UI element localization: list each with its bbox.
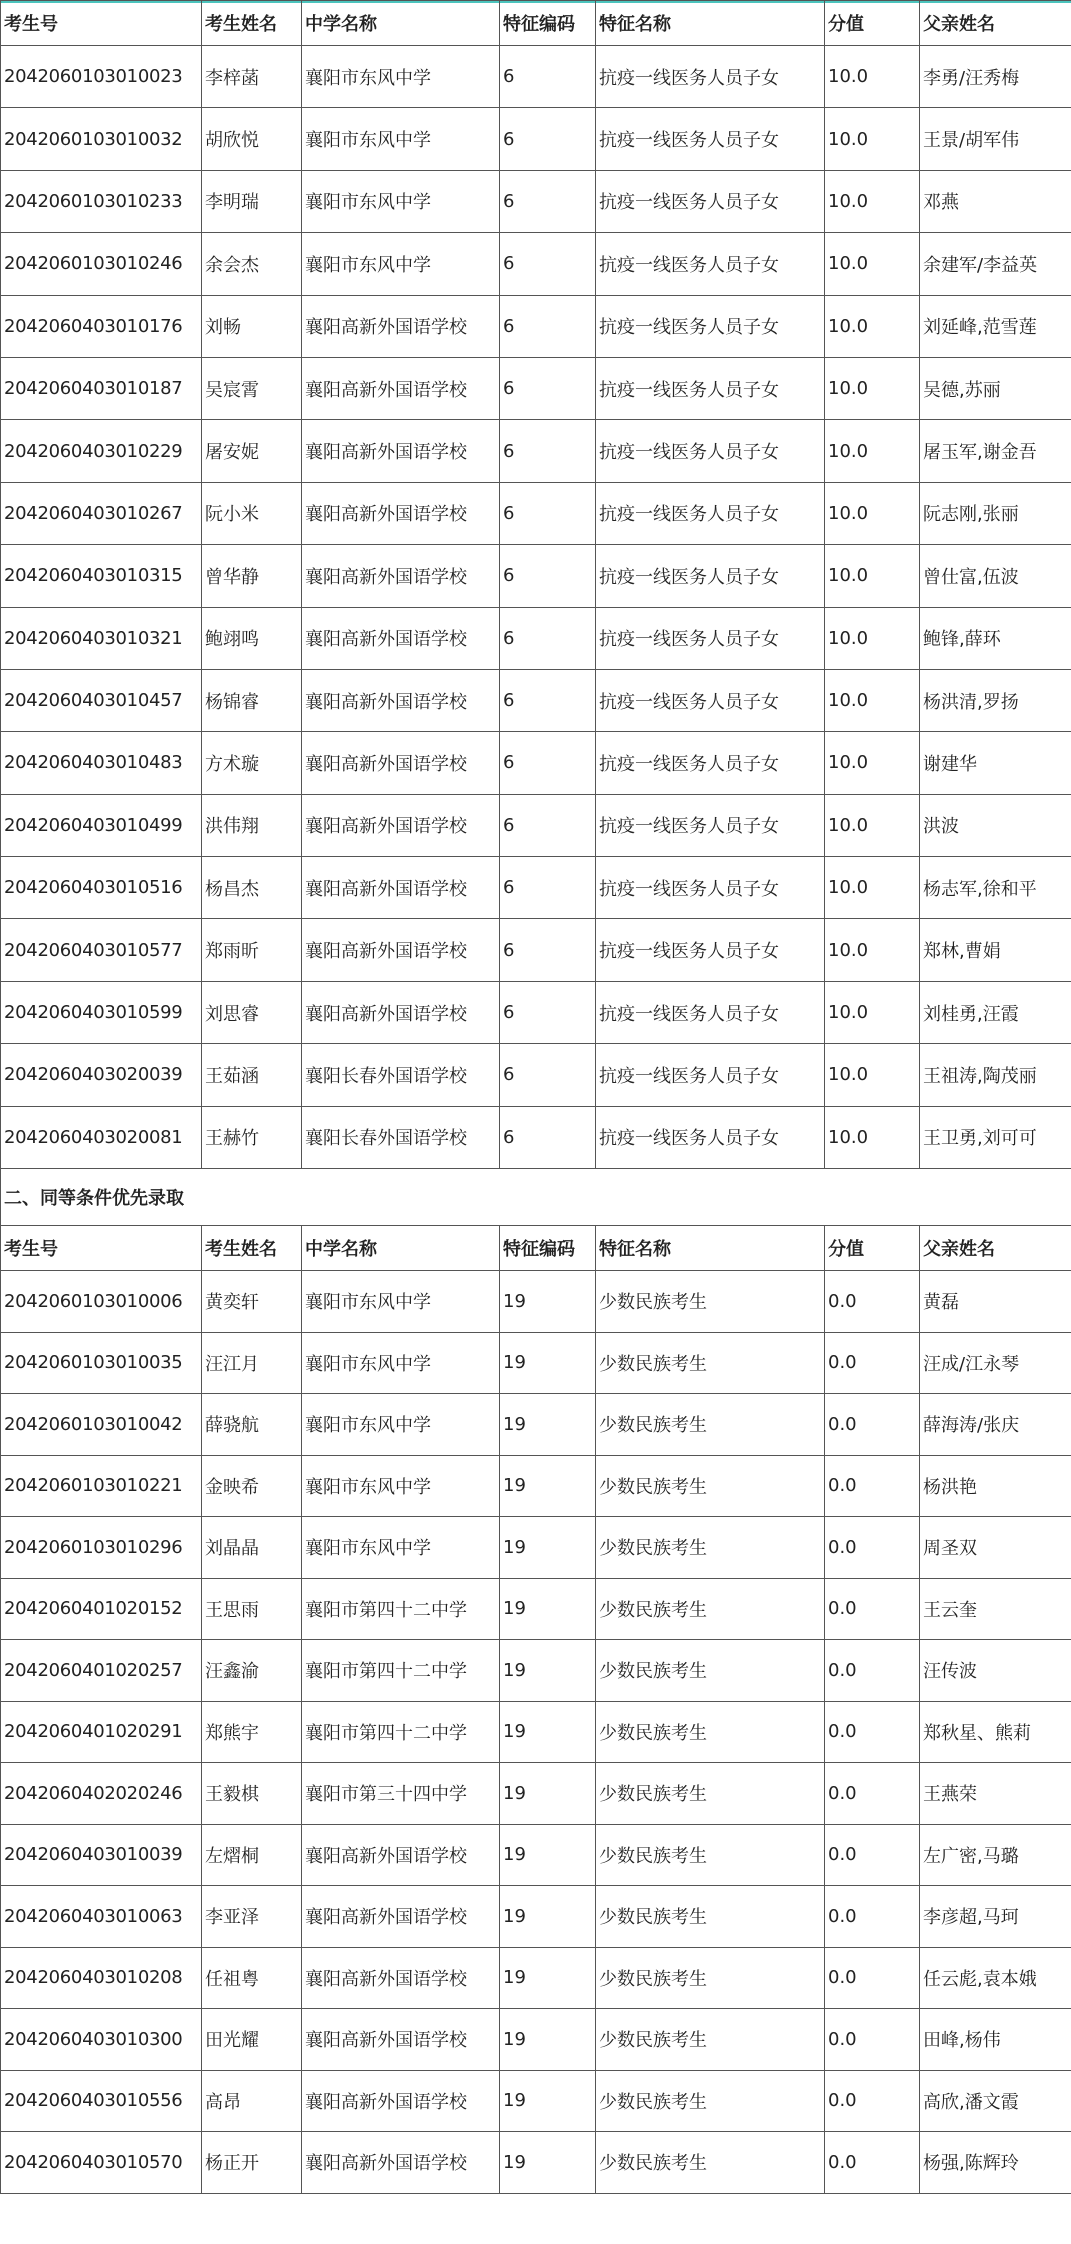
cell-feature-code: 6 (500, 794, 596, 856)
table-row (1, 46, 1071, 108)
cell-feature-name: 抗疫一线医务人员子女 (596, 108, 825, 170)
cell-feature-code: 6 (500, 669, 596, 731)
table-row (1, 170, 1071, 232)
cell-school-name: 襄阳市第四十二中学 (302, 1578, 500, 1640)
cell-score: 0.0 (825, 1394, 920, 1456)
column-header-feature-code: 特征编码 (500, 1, 596, 46)
cell-exam-id: 2042060103010023 (1, 46, 202, 108)
cell-feature-name: 少数民族考生 (596, 2009, 825, 2071)
cell-feature-name: 少数民族考生 (596, 1271, 825, 1333)
cell-parent-names: 薛海涛/张庆 (920, 1394, 1071, 1456)
cell-parent-names: 杨洪清,罗扬 (920, 669, 1071, 731)
cell-feature-name: 抗疫一线医务人员子女 (596, 1106, 825, 1168)
cell-feature-name: 抗疫一线医务人员子女 (596, 607, 825, 669)
cell-score: 0.0 (825, 1578, 920, 1640)
cell-student-name: 汪鑫渝 (202, 1640, 302, 1702)
cell-parent-names: 曾仕富,伍波 (920, 545, 1071, 607)
cell-score: 0.0 (825, 2009, 920, 2071)
table-row (1, 1578, 1071, 1640)
cell-feature-name: 抗疫一线医务人员子女 (596, 857, 825, 919)
cell-student-name: 胡欣悦 (202, 108, 302, 170)
cell-score: 10.0 (825, 669, 920, 731)
cell-feature-code: 19 (500, 1824, 596, 1886)
cell-parent-names: 刘延峰,范雪莲 (920, 295, 1071, 357)
cell-school-name: 襄阳高新外国语学校 (302, 545, 500, 607)
cell-parent-names: 汪传波 (920, 1640, 1071, 1702)
cell-feature-code: 6 (500, 857, 596, 919)
cell-feature-name: 少数民族考生 (596, 1886, 825, 1948)
table-row (1, 1394, 1071, 1456)
table-body (1, 1, 1071, 2194)
cell-parent-names: 杨志军,徐和平 (920, 857, 1071, 919)
cell-school-name: 襄阳高新外国语学校 (302, 732, 500, 794)
cell-feature-name: 少数民族考生 (596, 1763, 825, 1825)
cell-school-name: 襄阳长春外国语学校 (302, 1044, 500, 1106)
cell-feature-code: 6 (500, 46, 596, 108)
table-row (1, 1640, 1071, 1702)
cell-student-name: 薛骁航 (202, 1394, 302, 1456)
table-row (1, 545, 1071, 607)
cell-score: 0.0 (825, 1701, 920, 1763)
cell-school-name: 襄阳市东风中学 (302, 1394, 500, 1456)
cell-exam-id: 2042060403010039 (1, 1824, 202, 1886)
cell-student-name: 金映希 (202, 1455, 302, 1517)
cell-parent-names: 谢建华 (920, 732, 1071, 794)
cell-feature-code: 19 (500, 2009, 596, 2071)
table-row (1, 1701, 1071, 1763)
cell-school-name: 襄阳市第三十四中学 (302, 1763, 500, 1825)
cell-exam-id: 2042060103010246 (1, 233, 202, 295)
cell-score: 10.0 (825, 1106, 920, 1168)
cell-feature-name: 抗疫一线医务人员子女 (596, 732, 825, 794)
cell-feature-code: 6 (500, 420, 596, 482)
cell-exam-id: 2042060401020152 (1, 1578, 202, 1640)
column-header-exam-id: 考生号 (1, 1226, 202, 1271)
cell-school-name: 襄阳市东风中学 (302, 108, 500, 170)
cell-score: 0.0 (825, 1763, 920, 1825)
table2-header-row (1, 1226, 1071, 1271)
cell-student-name: 屠安妮 (202, 420, 302, 482)
table-row (1, 857, 1071, 919)
cell-student-name: 刘思睿 (202, 981, 302, 1043)
cell-exam-id: 2042060403010570 (1, 2132, 202, 2194)
cell-score: 10.0 (825, 732, 920, 794)
cell-parent-names: 刘桂勇,汪霞 (920, 981, 1071, 1043)
cell-parent-names: 邓燕 (920, 170, 1071, 232)
column-header-exam-id: 考生号 (1, 1, 202, 46)
table-row (1, 1517, 1071, 1579)
cell-feature-code: 6 (500, 981, 596, 1043)
cell-parent-names: 郑林,曹娟 (920, 919, 1071, 981)
cell-student-name: 郑熊宇 (202, 1701, 302, 1763)
table-row (1, 1824, 1071, 1886)
cell-student-name: 郑雨昕 (202, 919, 302, 981)
cell-feature-name: 少数民族考生 (596, 2132, 825, 2194)
cell-exam-id: 2042060103010006 (1, 1271, 202, 1333)
cell-student-name: 阮小米 (202, 482, 302, 544)
cell-score: 0.0 (825, 1886, 920, 1948)
cell-score: 10.0 (825, 981, 920, 1043)
cell-score: 10.0 (825, 794, 920, 856)
cell-parent-names: 王景/胡军伟 (920, 108, 1071, 170)
table-row (1, 2132, 1071, 2194)
cell-feature-name: 少数民族考生 (596, 1455, 825, 1517)
cell-student-name: 王思雨 (202, 1578, 302, 1640)
cell-exam-id: 2042060403010321 (1, 607, 202, 669)
cell-feature-code: 6 (500, 919, 596, 981)
cell-student-name: 汪江月 (202, 1332, 302, 1394)
cell-parent-names: 洪波 (920, 794, 1071, 856)
cell-exam-id: 2042060103010042 (1, 1394, 202, 1456)
cell-school-name: 襄阳市东风中学 (302, 233, 500, 295)
cell-exam-id: 2042060403010300 (1, 2009, 202, 2071)
cell-feature-code: 6 (500, 170, 596, 232)
cell-parent-names: 吴德,苏丽 (920, 357, 1071, 419)
cell-score: 10.0 (825, 545, 920, 607)
cell-parent-names: 阮志刚,张丽 (920, 482, 1071, 544)
table-row (1, 1044, 1071, 1106)
cell-exam-id: 2042060403010599 (1, 981, 202, 1043)
cell-score: 10.0 (825, 46, 920, 108)
table-row (1, 981, 1071, 1043)
cell-school-name: 襄阳高新外国语学校 (302, 981, 500, 1043)
cell-score: 10.0 (825, 357, 920, 419)
cell-exam-id: 2042060103010233 (1, 170, 202, 232)
cell-student-name: 王赫竹 (202, 1106, 302, 1168)
cell-score: 10.0 (825, 295, 920, 357)
table-row (1, 420, 1071, 482)
cell-exam-id: 2042060103010221 (1, 1455, 202, 1517)
cell-score: 10.0 (825, 607, 920, 669)
cell-school-name: 襄阳高新外国语学校 (302, 1824, 500, 1886)
table-row (1, 1106, 1071, 1168)
cell-school-name: 襄阳高新外国语学校 (302, 1886, 500, 1948)
table-row (1, 295, 1071, 357)
column-header-school-name: 中学名称 (302, 1, 500, 46)
cell-student-name: 杨昌杰 (202, 857, 302, 919)
cell-feature-code: 19 (500, 2070, 596, 2132)
column-header-student-name: 考生姓名 (202, 1226, 302, 1271)
cell-student-name: 曾华静 (202, 545, 302, 607)
cell-feature-code: 19 (500, 1332, 596, 1394)
cell-feature-code: 19 (500, 1701, 596, 1763)
cell-feature-name: 抗疫一线医务人员子女 (596, 233, 825, 295)
cell-parent-names: 李勇/汪秀梅 (920, 46, 1071, 108)
cell-student-name: 田光耀 (202, 2009, 302, 2071)
cell-feature-code: 19 (500, 1578, 596, 1640)
cell-school-name: 襄阳市东风中学 (302, 170, 500, 232)
cell-exam-id: 2042060403010229 (1, 420, 202, 482)
cell-feature-name: 抗疫一线医务人员子女 (596, 295, 825, 357)
cell-exam-id: 2042060401020257 (1, 1640, 202, 1702)
cell-student-name: 黄奕轩 (202, 1271, 302, 1333)
table1-header-row (1, 1, 1071, 46)
cell-exam-id: 2042060403010267 (1, 482, 202, 544)
cell-school-name: 襄阳高新外国语学校 (302, 1947, 500, 2009)
cell-feature-code: 6 (500, 357, 596, 419)
cell-school-name: 襄阳高新外国语学校 (302, 420, 500, 482)
cell-student-name: 任祖粤 (202, 1947, 302, 2009)
cell-student-name: 李梓菡 (202, 46, 302, 108)
cell-exam-id: 2042060403020039 (1, 1044, 202, 1106)
cell-score: 10.0 (825, 919, 920, 981)
cell-exam-id: 2042060403010556 (1, 2070, 202, 2132)
cell-feature-name: 抗疫一线医务人员子女 (596, 420, 825, 482)
cell-feature-code: 6 (500, 295, 596, 357)
table-row (1, 233, 1071, 295)
cell-feature-name: 少数民族考生 (596, 2070, 825, 2132)
cell-school-name: 襄阳市东风中学 (302, 1271, 500, 1333)
cell-student-name: 李亚泽 (202, 1886, 302, 1948)
cell-parent-names: 田峰,杨伟 (920, 2009, 1071, 2071)
cell-feature-code: 6 (500, 108, 596, 170)
cell-score: 10.0 (825, 482, 920, 544)
cell-parent-names: 屠玉军,谢金吾 (920, 420, 1071, 482)
table-row (1, 1332, 1071, 1394)
column-header-school-name: 中学名称 (302, 1226, 500, 1271)
cell-score: 0.0 (825, 2132, 920, 2194)
cell-feature-code: 19 (500, 1947, 596, 2009)
cell-feature-code: 19 (500, 1763, 596, 1825)
cell-exam-id: 2042060402020246 (1, 1763, 202, 1825)
cell-score: 10.0 (825, 108, 920, 170)
table-row (1, 794, 1071, 856)
cell-feature-name: 抗疫一线医务人员子女 (596, 669, 825, 731)
cell-score: 10.0 (825, 1044, 920, 1106)
cell-score: 0.0 (825, 1332, 920, 1394)
table-row (1, 1886, 1071, 1948)
cell-exam-id: 2042060403010208 (1, 1947, 202, 2009)
cell-feature-name: 少数民族考生 (596, 1394, 825, 1456)
cell-school-name: 襄阳高新外国语学校 (302, 2132, 500, 2194)
cell-exam-id: 2042060403010315 (1, 545, 202, 607)
cell-feature-name: 少数民族考生 (596, 1640, 825, 1702)
cell-student-name: 方术璇 (202, 732, 302, 794)
table-row (1, 1947, 1071, 2009)
table-row (1, 732, 1071, 794)
cell-school-name: 襄阳高新外国语学校 (302, 857, 500, 919)
cell-student-name: 高昂 (202, 2070, 302, 2132)
table-row (1, 2070, 1071, 2132)
cell-feature-name: 少数民族考生 (596, 1578, 825, 1640)
cell-student-name: 杨锦睿 (202, 669, 302, 731)
column-header-feature-name: 特征名称 (596, 1, 825, 46)
cell-exam-id: 2042060403010577 (1, 919, 202, 981)
cell-feature-name: 少数民族考生 (596, 1332, 825, 1394)
cell-score: 0.0 (825, 1271, 920, 1333)
cell-feature-name: 抗疫一线医务人员子女 (596, 794, 825, 856)
cell-student-name: 洪伟翔 (202, 794, 302, 856)
cell-parent-names: 王燕荣 (920, 1763, 1071, 1825)
column-header-feature-code: 特征编码 (500, 1226, 596, 1271)
cell-feature-name: 抗疫一线医务人员子女 (596, 170, 825, 232)
cell-parent-names: 王卫勇,刘可可 (920, 1106, 1071, 1168)
table-row (1, 669, 1071, 731)
cell-feature-name: 抗疫一线医务人员子女 (596, 919, 825, 981)
cell-feature-code: 19 (500, 1455, 596, 1517)
table-row (1, 1455, 1071, 1517)
cell-exam-id: 2042060403010063 (1, 1886, 202, 1948)
table-row (1, 357, 1071, 419)
cell-feature-code: 19 (500, 1886, 596, 1948)
cell-exam-id: 2042060403010457 (1, 669, 202, 731)
cell-feature-name: 抗疫一线医务人员子女 (596, 1044, 825, 1106)
table-row (1, 482, 1071, 544)
cell-student-name: 王毅棋 (202, 1763, 302, 1825)
cell-school-name: 襄阳高新外国语学校 (302, 482, 500, 544)
cell-feature-name: 抗疫一线医务人员子女 (596, 545, 825, 607)
cell-feature-code: 19 (500, 2132, 596, 2194)
cell-parent-names: 任云彪,袁本娥 (920, 1947, 1071, 2009)
cell-score: 0.0 (825, 1455, 920, 1517)
cell-parent-names: 余建军/李益英 (920, 233, 1071, 295)
cell-score: 10.0 (825, 420, 920, 482)
cell-school-name: 襄阳市第四十二中学 (302, 1640, 500, 1702)
cell-school-name: 襄阳高新外国语学校 (302, 669, 500, 731)
cell-parent-names: 周圣双 (920, 1517, 1071, 1579)
column-header-score: 分值 (825, 1, 920, 46)
cell-score: 0.0 (825, 1517, 920, 1579)
cell-feature-code: 6 (500, 607, 596, 669)
cell-school-name: 襄阳高新外国语学校 (302, 794, 500, 856)
cell-school-name: 襄阳高新外国语学校 (302, 919, 500, 981)
cell-student-name: 李明瑞 (202, 170, 302, 232)
cell-parent-names: 杨洪艳 (920, 1455, 1071, 1517)
cell-school-name: 襄阳市东风中学 (302, 1332, 500, 1394)
column-header-feature-name: 特征名称 (596, 1226, 825, 1271)
cell-school-name: 襄阳长春外国语学校 (302, 1106, 500, 1168)
cell-score: 0.0 (825, 1824, 920, 1886)
cell-feature-code: 19 (500, 1640, 596, 1702)
table-row (1, 1271, 1071, 1333)
cell-feature-name: 抗疫一线医务人员子女 (596, 46, 825, 108)
column-header-student-name: 考生姓名 (202, 1, 302, 46)
cell-feature-code: 19 (500, 1271, 596, 1333)
cell-student-name: 刘畅 (202, 295, 302, 357)
cell-school-name: 襄阳高新外国语学校 (302, 2070, 500, 2132)
table-row (1, 1763, 1071, 1825)
cell-school-name: 襄阳市东风中学 (302, 1455, 500, 1517)
cell-feature-code: 19 (500, 1517, 596, 1579)
cell-feature-name: 少数民族考生 (596, 1517, 825, 1579)
cell-feature-code: 6 (500, 233, 596, 295)
cell-exam-id: 2042060103010296 (1, 1517, 202, 1579)
cell-school-name: 襄阳市第四十二中学 (302, 1701, 500, 1763)
cell-parent-names: 黄磊 (920, 1271, 1071, 1333)
column-header-parent-names: 父亲姓名 (920, 1, 1071, 46)
table-row (1, 2009, 1071, 2071)
cell-score: 10.0 (825, 857, 920, 919)
cell-school-name: 襄阳高新外国语学校 (302, 2009, 500, 2071)
cell-school-name: 襄阳高新外国语学校 (302, 295, 500, 357)
cell-parent-names: 左广密,马璐 (920, 1824, 1071, 1886)
cell-exam-id: 2042060401020291 (1, 1701, 202, 1763)
cell-feature-name: 少数民族考生 (596, 1701, 825, 1763)
table-row (1, 919, 1071, 981)
cell-exam-id: 2042060403010516 (1, 857, 202, 919)
cell-parent-names: 王祖涛,陶茂丽 (920, 1044, 1071, 1106)
cell-exam-id: 2042060403010176 (1, 295, 202, 357)
table-row (1, 607, 1071, 669)
cell-student-name: 王茹涵 (202, 1044, 302, 1106)
cell-exam-id: 2042060403010187 (1, 357, 202, 419)
cell-parent-names: 高欣,潘文霞 (920, 2070, 1071, 2132)
cell-school-name: 襄阳市东风中学 (302, 46, 500, 108)
cell-student-name: 左熠桐 (202, 1824, 302, 1886)
cell-parent-names: 郑秋星、熊莉 (920, 1701, 1071, 1763)
cell-school-name: 襄阳高新外国语学校 (302, 357, 500, 419)
column-header-score: 分值 (825, 1226, 920, 1271)
cell-score: 0.0 (825, 2070, 920, 2132)
cell-parent-names: 王云奎 (920, 1578, 1071, 1640)
table-row (1, 108, 1071, 170)
cell-student-name: 鲍翊鸣 (202, 607, 302, 669)
cell-student-name: 吴宸霄 (202, 357, 302, 419)
cell-feature-code: 6 (500, 482, 596, 544)
section-heading-row (1, 1169, 1071, 1226)
cell-feature-name: 抗疫一线医务人员子女 (596, 482, 825, 544)
cell-exam-id: 2042060103010035 (1, 1332, 202, 1394)
cell-feature-name: 少数民族考生 (596, 1947, 825, 2009)
column-header-parent-names: 父亲姓名 (920, 1226, 1071, 1271)
cell-school-name: 襄阳高新外国语学校 (302, 607, 500, 669)
cell-student-name: 刘晶晶 (202, 1517, 302, 1579)
cell-feature-name: 抗疫一线医务人员子女 (596, 981, 825, 1043)
section-2-title: 二、同等条件优先录取 (1, 1169, 1071, 1226)
cell-score: 10.0 (825, 233, 920, 295)
cell-feature-code: 19 (500, 1394, 596, 1456)
cell-student-name: 余会杰 (202, 233, 302, 295)
cell-feature-code: 6 (500, 1044, 596, 1106)
cell-score: 0.0 (825, 1640, 920, 1702)
cell-student-name: 杨正开 (202, 2132, 302, 2194)
cell-parent-names: 李彦超,马珂 (920, 1886, 1071, 1948)
cell-score: 10.0 (825, 170, 920, 232)
cell-feature-code: 6 (500, 1106, 596, 1168)
cell-school-name: 襄阳市东风中学 (302, 1517, 500, 1579)
cell-feature-name: 抗疫一线医务人员子女 (596, 357, 825, 419)
cell-exam-id: 2042060403010483 (1, 732, 202, 794)
cell-feature-code: 6 (500, 545, 596, 607)
cell-score: 0.0 (825, 1947, 920, 2009)
cell-exam-id: 2042060403020081 (1, 1106, 202, 1168)
cell-exam-id: 2042060403010499 (1, 794, 202, 856)
cell-feature-name: 少数民族考生 (596, 1824, 825, 1886)
cell-parent-names: 汪成/江永琴 (920, 1332, 1071, 1394)
cell-exam-id: 2042060103010032 (1, 108, 202, 170)
cell-parent-names: 鲍锋,薛环 (920, 607, 1071, 669)
cell-parent-names: 杨强,陈辉玲 (920, 2132, 1071, 2194)
cell-feature-code: 6 (500, 732, 596, 794)
